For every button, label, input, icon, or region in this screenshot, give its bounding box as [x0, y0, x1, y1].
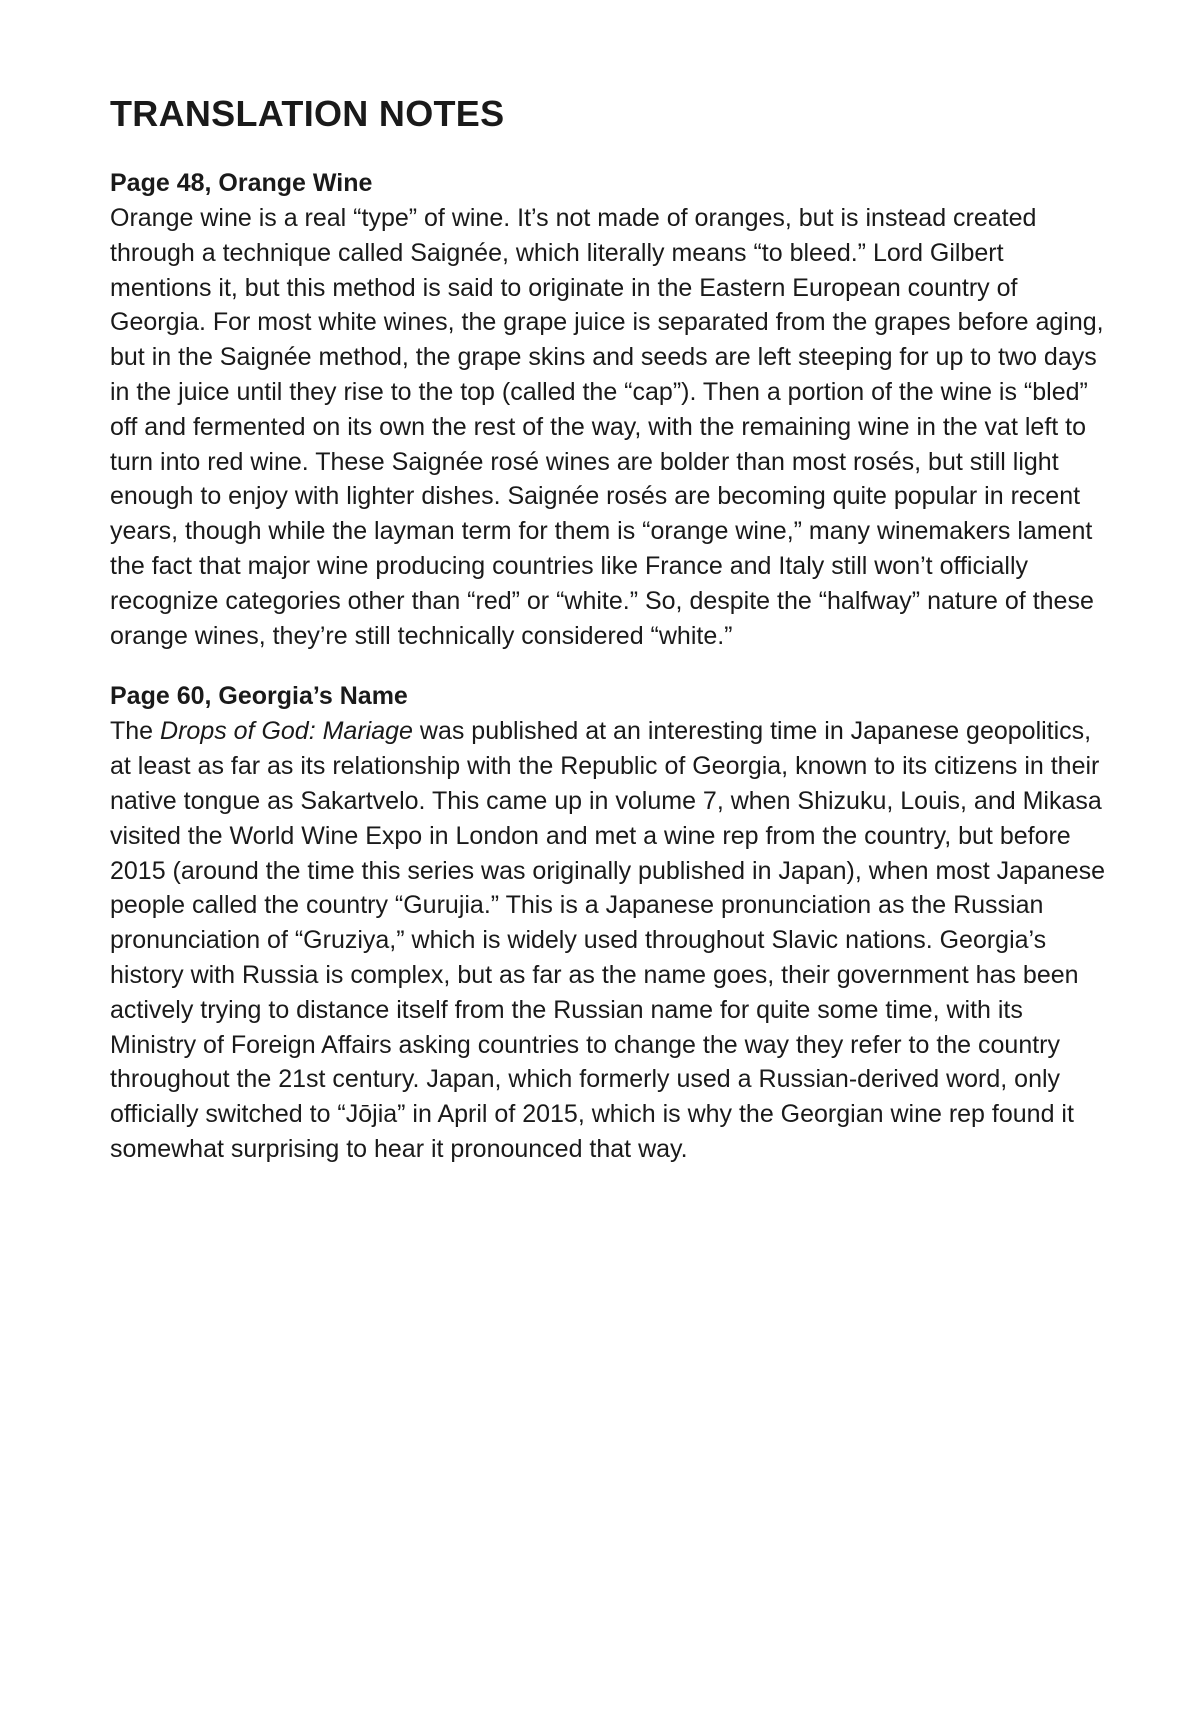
note-heading: Page 48, Orange Wine [110, 169, 373, 197]
document-page [110, 92, 1110, 1193]
note-orange-wine [110, 166, 1110, 653]
note-body-rest: was published at an interesting time in Japanese geopolitics, at least as far as its relationship with the Republic of Georgia, known to its citizens in their native tongue as Sakartvelo. This came up in volume 7, when Shizuku, Louis, and Mikasa visited the World Wine Expo in London and met a wine rep from the country, but before 2015 (around the time this series was originally published in Japan), when most Japanese people called the country “Gurujia.” This is a Japanese pronunciation as the Russian pronunciation of “Gruziya,” which is widely used throughout Slavic nations. Georgia’s history with Russia is complex, but as far as the name goes, their government has been actively trying to distance itself from the Russian name for quite some time, with its Ministry of Foreign Affairs asking countries to change the way they refer to the country throughout the 21st century. Japan, which formerly used a Russian-derived word, only officially switched to “Jōjia” in April of 2015, which is why the Georgian wine rep found it somewhat surprising to hear it pronounced that way. [110, 717, 1106, 1163]
note-body: Orange wine is a real “type” of wine. It’s not made of oranges, but is instead created through a technique called Saignée, which literally means “to bleed.” Lord Gilbert mentions it, but this method is said to originate in the Eastern European country of Georgia. For most white wines, the grape juice is separated from the grapes before aging, but in the Saignée method, the grape skins and seeds are left steeping for up to two days in the juice until they rise to the top (called the “cap”). Then a portion of the wine is “bled” off and fermented on its own the rest of the way, with the remaining wine in the vat left to turn into red wine. These Saignée rosé wines are bolder than most rosés, but still light enough to enjoy with lighter dishes. Saignée rosés are becoming quite popular in recent years, though while the layman term for them is “orange wine,” many winemakers lament the fact that major wine producing countries like France and Italy still won’t officially recognize categories other than “red” or “white.” So, despite the “halfway” nature of these orange wines, they’re still technically considered “white.” [110, 204, 1104, 650]
note-body-prefix: The [110, 717, 161, 746]
book-title: Drops of God: Mariage [160, 717, 413, 746]
note-georgias-name [110, 679, 1110, 1166]
note-body [110, 714, 1110, 1166]
page-title: TRANSLATION NOTES [110, 93, 505, 134]
note-heading: Page 60, Georgia’s Name [110, 682, 408, 711]
